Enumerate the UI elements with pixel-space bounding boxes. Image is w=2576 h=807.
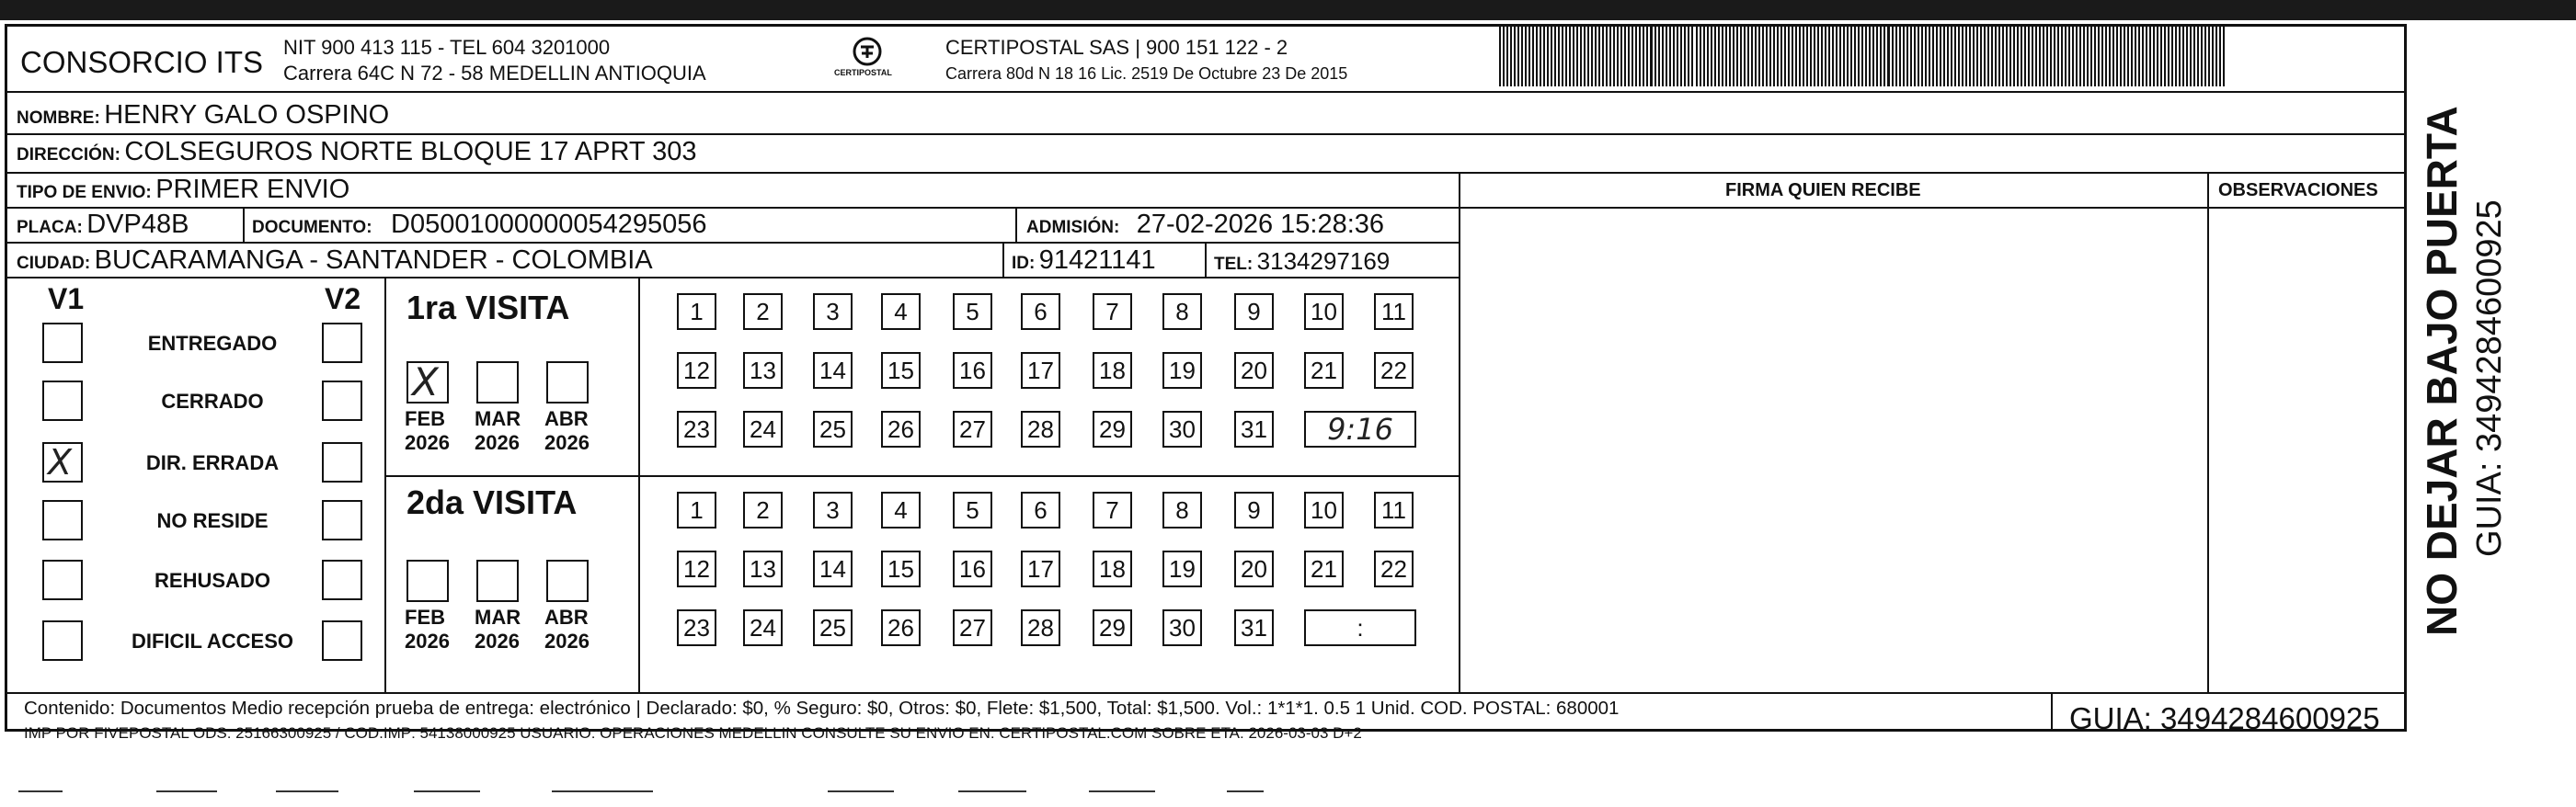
day-box[interactable]: 3	[813, 293, 853, 330]
destination-city: BUCARAMANGA - SANTANDER - COLOMBIA	[94, 245, 653, 275]
year-label: 2026	[475, 431, 520, 454]
day-box[interactable]: 23	[677, 609, 716, 646]
day-box[interactable]: 14	[813, 551, 853, 587]
status-option-label: DIFICIL ACCESO	[131, 630, 293, 653]
id-row: ID: 91421141	[1012, 245, 1156, 275]
day-box[interactable]: 14	[813, 352, 853, 389]
time-value: :	[1357, 614, 1364, 642]
v1-mark: X	[48, 442, 73, 483]
day-box[interactable]: 13	[743, 352, 783, 389]
day-box[interactable]: 26	[881, 411, 921, 448]
status-option-label: NO RESIDE	[156, 509, 269, 532]
month-label: MAR	[475, 407, 521, 430]
year-label: 2026	[544, 431, 590, 454]
year-label: 2026	[405, 431, 450, 454]
day-box[interactable]: 19	[1162, 352, 1202, 389]
v2-checkbox[interactable]	[322, 442, 362, 483]
day-box[interactable]: 10	[1304, 492, 1344, 529]
day-box[interactable]: 15	[881, 551, 921, 587]
ciudad-row: CIUDAD: BUCARAMANGA - SANTANDER - COLOMBIA	[17, 245, 653, 275]
month-label: MAR	[475, 606, 521, 629]
observaciones-header: OBSERVACIONES	[2218, 180, 2378, 200]
day-box[interactable]: 8	[1162, 492, 1202, 529]
day-box[interactable]: 11	[1374, 293, 1414, 330]
cut-dash	[828, 790, 894, 792]
cut-dash	[276, 790, 338, 792]
second-visit-title: 2da VISITA	[406, 483, 578, 521]
vehicle-plate: DVP48B	[86, 210, 189, 239]
day-box[interactable]: 22	[1374, 352, 1414, 389]
v2-checkbox[interactable]	[322, 381, 362, 421]
first-visit-title: 1ra VISITA	[406, 289, 570, 326]
day-box[interactable]: 7	[1093, 492, 1132, 529]
day-box[interactable]: 12	[677, 352, 716, 389]
day-box[interactable]: 16	[953, 352, 992, 389]
day-box[interactable]: 30	[1162, 609, 1202, 646]
document-number: D05001000000054295056	[391, 210, 707, 239]
cut-dash	[552, 790, 653, 792]
cut-dash	[156, 790, 217, 792]
day-box[interactable]: 7	[1093, 293, 1132, 330]
cut-dash	[958, 790, 1026, 792]
no-dejar-bajo-puerta: NO DEJAR BAJO PUERTA	[2418, 106, 2466, 636]
day-box[interactable]: 20	[1234, 352, 1274, 389]
status-option-label: ENTREGADO	[147, 332, 278, 355]
month-label: FEB	[405, 606, 445, 629]
day-box[interactable]: 21	[1304, 352, 1344, 389]
day-box[interactable]: 12	[677, 551, 716, 587]
certipostal-license: Carrera 80d N 18 16 Lic. 2519 De Octubre 23 De 2015	[945, 64, 1348, 83]
month-mark: X	[412, 359, 439, 404]
v2-checkbox[interactable]	[322, 620, 362, 661]
day-box[interactable]: 4	[881, 293, 921, 330]
day-box[interactable]: 27	[953, 411, 992, 448]
certipostal-logo	[830, 36, 904, 84]
day-box[interactable]: 27	[953, 609, 992, 646]
v2-checkbox[interactable]	[322, 323, 362, 363]
day-box[interactable]: 3	[813, 492, 853, 529]
direccion-row: DIRECCIÓN: COLSEGUROS NORTE BLOQUE 17 APRT 303	[17, 137, 697, 166]
tel-row: TEL: 3134297169	[1214, 247, 1391, 275]
documento-row: DOCUMENTO: D05001000000054295056	[252, 210, 707, 239]
firma-header: FIRMA QUIEN RECIBE	[1725, 180, 1921, 200]
day-box[interactable]: 31	[1234, 411, 1274, 448]
month-checkbox[interactable]	[476, 361, 519, 404]
recipient-phone: 3134297169	[1256, 247, 1391, 275]
v1-checkbox[interactable]	[42, 500, 83, 540]
month-label: ABR	[544, 606, 589, 629]
day-box[interactable]: 17	[1021, 352, 1060, 389]
cut-dash	[1227, 790, 1264, 792]
v1-checkbox[interactable]	[42, 381, 83, 421]
year-label: 2026	[405, 630, 450, 653]
day-box[interactable]: 28	[1021, 609, 1060, 646]
company-name: CONSORCIO ITS	[20, 45, 264, 79]
v2-label: V2	[325, 282, 361, 315]
day-box[interactable]: 28	[1021, 411, 1060, 448]
v1-checkbox[interactable]	[42, 560, 83, 600]
v2-checkbox[interactable]	[322, 500, 362, 540]
month-checkbox[interactable]	[546, 361, 589, 404]
day-box[interactable]: 25	[813, 411, 853, 448]
day-box[interactable]: 29	[1093, 411, 1132, 448]
footer-print-info: IMP POR FIVEPOSTAL ODS: 25166300925 / COD.IMP: 54138000925 USUARIO: OPERACIONES MEDELLIN CONSULTE SU ENVIO EN: CERTIPOSTAL.COM SOBRE ETA: 2026-03-03 D+2	[24, 724, 1362, 742]
day-box[interactable]: 29	[1093, 609, 1132, 646]
month-checkbox[interactable]	[406, 361, 449, 404]
year-label: 2026	[475, 630, 520, 653]
month-checkbox[interactable]	[476, 560, 519, 602]
cut-dash	[18, 790, 63, 792]
admission-date: 27-02-2026 15:28:36	[1136, 210, 1385, 239]
shipment-type: PRIMER ENVIO	[155, 175, 350, 204]
day-box[interactable]: 9	[1234, 492, 1274, 529]
day-box[interactable]: 2	[743, 293, 783, 330]
day-box[interactable]: 13	[743, 551, 783, 587]
day-box[interactable]: 16	[953, 551, 992, 587]
v1-label: V1	[48, 282, 85, 315]
recipient-id: 91421141	[1038, 245, 1156, 275]
time-box[interactable]	[1304, 609, 1416, 646]
day-box[interactable]: 10	[1304, 293, 1344, 330]
day-box[interactable]: 21	[1304, 551, 1344, 587]
side-guia: GUIA: 3494284600925	[2470, 199, 2509, 557]
guide-form	[5, 24, 2407, 742]
day-box[interactable]: 30	[1162, 411, 1202, 448]
day-box[interactable]: 24	[743, 411, 783, 448]
cut-dash	[414, 790, 480, 792]
day-box[interactable]: 1	[677, 492, 716, 529]
divider	[7, 91, 2404, 93]
status-option-label: CERRADO	[161, 390, 264, 413]
recipient-name: HENRY GALO OSPINO	[104, 100, 390, 130]
status-option-label: DIR. ERRADA	[145, 451, 280, 474]
day-box[interactable]: 24	[743, 609, 783, 646]
logo-text: CERTIPOSTAL	[834, 68, 892, 77]
month-label: ABR	[544, 407, 589, 430]
day-box[interactable]: 26	[881, 609, 921, 646]
day-box[interactable]: 18	[1093, 551, 1132, 587]
company-nit: NIT 900 413 115 - TEL 604 3201000	[283, 36, 611, 59]
day-box[interactable]: 31	[1234, 609, 1274, 646]
day-box[interactable]: 20	[1234, 551, 1274, 587]
day-box[interactable]: 1	[677, 293, 716, 330]
footer-contents: Contenido: Documentos Medio recepción prueba de entrega: electrónico | Declarado: $0, % Seguro: $0, Otros: $0, Flete: $1,500, Total: $1,500. Vol.: 1*1*1. 0.5 1 Unid. COD. POSTAL: 680001	[24, 698, 1620, 719]
year-label: 2026	[544, 630, 590, 653]
day-box[interactable]: 11	[1374, 492, 1414, 529]
recipient-address: COLSEGUROS NORTE BLOQUE 17 APRT 303	[124, 137, 697, 166]
cut-dash	[1089, 790, 1155, 792]
v1-checkbox[interactable]	[42, 323, 83, 363]
day-box[interactable]: 19	[1162, 551, 1202, 587]
v2-checkbox[interactable]	[322, 560, 362, 600]
status-option-label: REHUSADO	[155, 569, 270, 592]
day-box[interactable]: 4	[881, 492, 921, 529]
day-box[interactable]: 2	[743, 492, 783, 529]
day-box[interactable]: 22	[1374, 551, 1414, 587]
day-box[interactable]: 23	[677, 411, 716, 448]
day-box[interactable]: 5	[953, 293, 992, 330]
time-box[interactable]	[1304, 411, 1416, 448]
placa-row: PLACA: DVP48B	[17, 210, 189, 239]
day-box[interactable]: 15	[881, 352, 921, 389]
month-checkbox[interactable]	[546, 560, 589, 602]
day-box[interactable]: 5	[953, 492, 992, 529]
month-checkbox[interactable]	[406, 560, 449, 602]
top-edge-band	[0, 0, 2576, 20]
footer-guia: GUIA: 3494284600925	[2069, 701, 2380, 735]
v1-checkbox[interactable]	[42, 620, 83, 661]
day-box[interactable]: 18	[1093, 352, 1132, 389]
nombre-row: NOMBRE: HENRY GALO OSPINO	[17, 100, 390, 130]
day-box[interactable]: 9	[1234, 293, 1274, 330]
time-value: 9:16	[1327, 412, 1393, 447]
tipo-row: TIPO DE ENVIO: PRIMER ENVIO	[17, 175, 350, 204]
certipostal-nit: CERTIPOSTAL SAS | 900 151 122 - 2	[945, 36, 1288, 59]
day-box[interactable]: 17	[1021, 551, 1060, 587]
v1-checkbox[interactable]	[42, 442, 83, 483]
day-box[interactable]: 25	[813, 609, 853, 646]
day-box[interactable]: 6	[1021, 293, 1060, 330]
company-address: Carrera 64C N 72 - 58 MEDELLIN ANTIOQUIA	[283, 62, 706, 85]
month-label: FEB	[405, 407, 445, 430]
day-box[interactable]: 6	[1021, 492, 1060, 529]
day-box[interactable]: 8	[1162, 293, 1202, 330]
admision-row: ADMISIÓN: 27-02-2026 15:28:36	[1026, 210, 1385, 239]
